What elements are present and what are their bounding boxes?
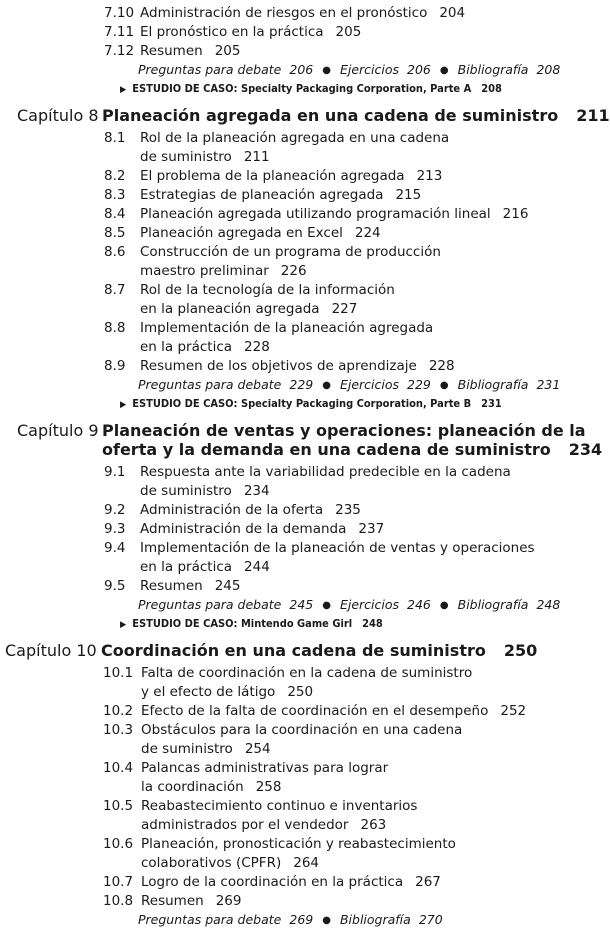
page-number: 211 — [243, 149, 270, 165]
toc-entry[interactable] — [0, 702, 600, 721]
triangle-arrow-icon: ▶ — [120, 400, 127, 410]
section-title-line: maestro preliminar 226 — [140, 263, 307, 279]
page-number: 205 — [335, 24, 362, 40]
page-number: 254 — [244, 741, 271, 757]
page-number: 208 — [536, 62, 561, 77]
section-title-line: Rol de la planeación agregada en una cadena — [140, 130, 450, 146]
section-number: 9.1 — [104, 464, 126, 480]
section-title-line: Resumen 245 — [140, 578, 241, 594]
triangle-arrow-icon: ▶ — [120, 85, 127, 95]
toc-entry[interactable] — [0, 577, 600, 596]
toc-entry[interactable] — [0, 319, 600, 357]
section-number: 9.3 — [104, 521, 126, 537]
case-study-title: Specialty Packaging Corporation, Parte A — [240, 82, 472, 95]
page-number: 248 — [536, 597, 561, 612]
case-study-label: ESTUDIO DE CASO: — [132, 617, 241, 630]
toc-entry[interactable] — [0, 539, 600, 577]
chapter-label: Capítulo 8 — [17, 106, 99, 125]
page-number: 263 — [360, 817, 387, 833]
section-number: 9.4 — [104, 540, 126, 556]
section-number: 8.8 — [104, 320, 126, 336]
page-number: 234 — [243, 483, 270, 499]
end-matter-label[interactable]: Ejercicios — [339, 62, 400, 77]
section-title-line: Falta de coordinación en la cadena de suministro — [141, 665, 473, 681]
toc-entry[interactable] — [0, 892, 600, 911]
end-matter-label[interactable]: Bibliografía — [339, 912, 411, 927]
toc-entry[interactable] — [0, 357, 600, 376]
bullet-separator: ● — [322, 915, 331, 926]
toc-entry[interactable] — [0, 186, 600, 205]
page-number: 264 — [293, 855, 320, 871]
end-matter-line — [138, 912, 443, 927]
page-number: 229 — [289, 377, 314, 392]
page-number: 227 — [331, 301, 358, 317]
section-title-line: Respuesta ante la variabilidad predecible en la cadena — [140, 464, 511, 480]
page-number: 250 — [287, 684, 314, 700]
page-number: 235 — [335, 502, 361, 518]
end-matter-label[interactable]: Bibliografía — [457, 377, 529, 392]
section-title-line: de suministro 211 — [140, 149, 270, 165]
section-number: 8.6 — [104, 244, 126, 260]
section-title-line: Rol de la tecnología de la información — [140, 282, 395, 298]
section-title-line: Planeación agregada utilizando programación lineal 216 — [140, 206, 529, 222]
toc-entry[interactable] — [0, 23, 600, 42]
section-title-line: en la práctica 228 — [140, 339, 270, 355]
toc-entry[interactable] — [0, 167, 600, 186]
section-number: 10.3 — [103, 722, 134, 738]
section-title-line: Reabastecimiento continuo e inventarios — [141, 798, 418, 814]
toc-entry[interactable] — [0, 42, 600, 61]
section-number: 10.1 — [103, 665, 134, 681]
section-title-line: Resumen 269 — [141, 893, 242, 909]
end-matter-line — [138, 597, 560, 612]
toc-entry[interactable] — [0, 759, 600, 797]
section-title-line: y el efecto de látigo 250 — [141, 684, 314, 700]
page-number: 215 — [395, 187, 422, 203]
section-title-line: El problema de la planeación agregada 213 — [140, 168, 443, 184]
case-study-line[interactable] — [120, 397, 502, 410]
section-number: 8.2 — [104, 168, 126, 184]
section-title-line: Planeación, pronosticación y reabastecimiento — [141, 836, 456, 852]
page-number: 245 — [214, 578, 241, 594]
toc-entry[interactable] — [0, 501, 600, 520]
section-number: 8.5 — [104, 225, 126, 241]
end-matter-label[interactable]: Bibliografía — [457, 62, 529, 77]
page-number: 228 — [244, 339, 270, 355]
case-study-line[interactable] — [120, 617, 383, 630]
toc-entry[interactable] — [0, 520, 600, 539]
section-title-line: Administración de riesgos en el pronóstico 204 — [140, 5, 466, 21]
bullet-separator: ● — [439, 380, 449, 391]
page-number: 213 — [416, 168, 443, 184]
section-title-line: Logro de la coordinación en la práctica 267 — [141, 874, 441, 890]
page-number: 224 — [354, 225, 381, 241]
section-number: 10.2 — [103, 703, 134, 719]
section-title-line: Obstáculos para la coordinación en una cadena — [141, 722, 463, 738]
toc-entry[interactable] — [0, 205, 600, 224]
page-number: 216 — [502, 206, 529, 222]
section-title-line: en la planeación agregada 227 — [140, 301, 358, 317]
page-number: 208 — [481, 82, 502, 95]
section-number: 7.12 — [104, 43, 135, 59]
page-number: 248 — [362, 617, 383, 630]
page-number: 231 — [481, 397, 502, 410]
page-number: 206 — [289, 62, 314, 77]
section-title-line: Implementación de la planeación de ventas y operaciones — [140, 540, 535, 556]
end-matter-label[interactable]: Preguntas para debate — [138, 597, 282, 612]
case-study-line[interactable] — [120, 82, 502, 95]
section-title-line: de suministro 234 — [140, 483, 270, 499]
page-number: 226 — [280, 263, 307, 279]
section-title-line: Palancas administrativas para lograr — [141, 760, 389, 776]
section-title-line: Implementación de la planeación agregada — [140, 320, 434, 336]
chapter-title: Planeación de ventas y operaciones: planeación de la — [102, 421, 586, 440]
toc-entry[interactable] — [0, 873, 600, 892]
toc-entry[interactable] — [0, 721, 600, 759]
section-number: 10.6 — [103, 836, 134, 852]
page-number: 269 — [289, 912, 314, 927]
end-matter-line — [138, 377, 560, 392]
section-title-line: Resumen de los objetivos de aprendizaje 228 — [140, 358, 455, 374]
toc-entry[interactable] — [0, 243, 600, 281]
chapter-label: Capítulo 9 — [17, 421, 99, 440]
toc-entry[interactable] — [0, 835, 600, 873]
section-title-line: Resumen 205 — [140, 43, 241, 59]
page-number: 267 — [415, 874, 441, 890]
case-study-title: Specialty Packaging Corporation, Parte B — [240, 397, 472, 410]
section-title-line: Construcción de un programa de producción — [140, 244, 441, 260]
page-number: 231 — [536, 377, 561, 392]
section-title-line: administrados por el vendedor 263 — [141, 817, 387, 833]
page-number: 245 — [289, 597, 314, 612]
section-number: 10.5 — [103, 798, 134, 814]
section-number: 8.1 — [104, 130, 126, 146]
section-number: 8.4 — [104, 206, 126, 222]
bullet-separator: ● — [322, 600, 331, 611]
case-study-label: ESTUDIO DE CASO: — [132, 397, 241, 410]
section-title-line: Planeación agregada en Excel 224 — [140, 225, 381, 241]
section-title-line: Estrategias de planeación agregada 215 — [140, 187, 422, 203]
page-number: 211 — [576, 106, 610, 125]
triangle-arrow-icon: ▶ — [120, 620, 127, 630]
page-number: 246 — [407, 597, 431, 612]
end-matter-label[interactable]: Preguntas para debate — [138, 377, 282, 392]
case-study-title: Mintendo Game Girl — [240, 617, 353, 630]
toc-entry[interactable] — [0, 797, 600, 835]
bullet-separator: ● — [322, 65, 331, 76]
page-number: 205 — [214, 43, 241, 59]
section-title-line: de suministro 254 — [141, 741, 271, 757]
section-title-line: Administración de la oferta 235 — [140, 502, 361, 518]
chapter-label: Capítulo 10 — [5, 641, 97, 660]
page-number: 237 — [358, 521, 385, 537]
bullet-separator: ● — [439, 65, 449, 76]
bullet-separator: ● — [322, 380, 331, 391]
chapter-title: Coordinación en una cadena de suministro 250 — [101, 641, 538, 660]
chapter-title: oferta y la demanda en una cadena de suministro 234 — [102, 440, 603, 459]
section-number: 7.11 — [104, 24, 135, 40]
section-number: 8.3 — [104, 187, 126, 203]
page-number: 252 — [500, 703, 527, 719]
page-number: 206 — [407, 62, 431, 77]
bullet-separator: ● — [439, 600, 449, 611]
end-matter-label[interactable]: Preguntas para debate — [138, 62, 282, 77]
end-matter-line — [138, 62, 560, 77]
toc-entry[interactable] — [0, 463, 600, 501]
page-number: 204 — [439, 5, 466, 21]
section-title-line: El pronóstico en la práctica 205 — [140, 24, 362, 40]
toc-entry[interactable] — [0, 129, 600, 167]
page-number: 228 — [428, 358, 455, 374]
toc-entry[interactable] — [0, 664, 600, 702]
page-number: 270 — [418, 912, 443, 927]
section-number: 10.8 — [103, 893, 134, 909]
section-number: 8.7 — [104, 282, 126, 298]
case-study-label: ESTUDIO DE CASO: — [132, 82, 241, 95]
end-matter-label[interactable]: Bibliografía — [457, 597, 529, 612]
section-title-line: colaborativos (CPFR) 264 — [141, 855, 320, 871]
toc-entry[interactable] — [0, 281, 600, 319]
section-number: 10.4 — [103, 760, 134, 776]
section-number: 8.9 — [104, 358, 126, 374]
section-title-line: la coordinación 258 — [141, 779, 282, 795]
section-number: 9.2 — [104, 502, 126, 518]
section-title-line: Efecto de la falta de coordinación en el desempeño 252 — [141, 703, 527, 719]
page-number: 244 — [244, 559, 270, 575]
chapter-title: Planeación agregada en una cadena de suministro 211 — [102, 106, 610, 125]
page-number: 234 — [568, 440, 603, 459]
page-number: 250 — [503, 641, 538, 660]
page-number: 258 — [255, 779, 282, 795]
end-matter-label[interactable]: Ejercicios — [339, 597, 400, 612]
toc-entry[interactable] — [0, 4, 600, 23]
toc-entry[interactable] — [0, 224, 600, 243]
end-matter-label[interactable]: Ejercicios — [339, 377, 400, 392]
page-number: 269 — [215, 893, 242, 909]
end-matter-label[interactable]: Preguntas para debate — [138, 912, 282, 927]
section-number: 9.5 — [104, 578, 126, 594]
section-title-line: Administración de la demanda 237 — [140, 521, 385, 537]
page-number: 229 — [407, 377, 431, 392]
section-title-line: en la práctica 244 — [140, 559, 270, 575]
section-number: 7.10 — [104, 5, 135, 21]
section-number: 10.7 — [103, 874, 134, 890]
